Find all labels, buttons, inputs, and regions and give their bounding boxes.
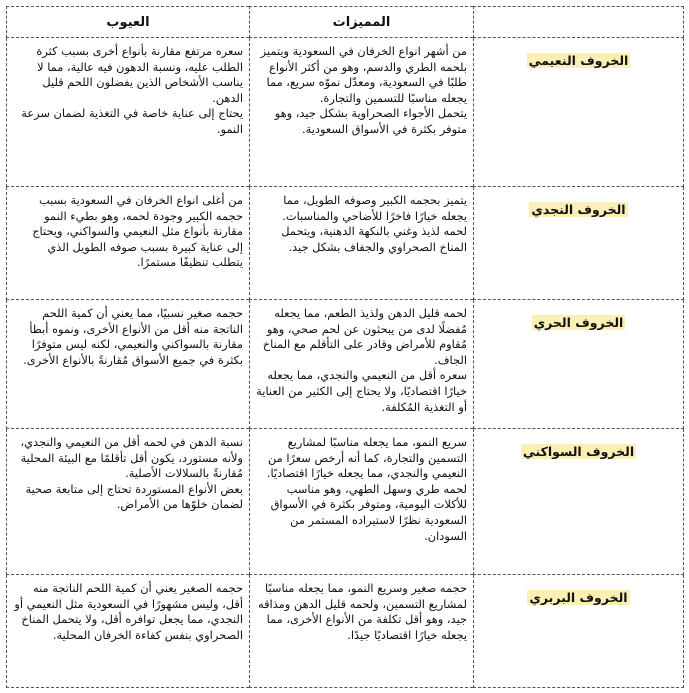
- pros-text: لحمه لذيذ وغني بالنكهة الدهنية، ويتحمل المناخ الصحراوي والجفاف بشكل جيد.: [281, 224, 467, 254]
- cons-cell: [7, 575, 250, 688]
- pros-text: سريع النمو، مما يجعله مناسبًا لمشاريع التسمين والتجارة، كما أنه أرخص سعرًا من النعيمي والنجدي، مما يجعله خيارًا اقتصاديًا.: [266, 435, 467, 481]
- breed-cell: [474, 38, 684, 187]
- cons-text: بعض الأنواع المستوردة تحتاج إلى متابعة صحية لضمان خلوّها من الأمراض.: [25, 481, 243, 512]
- breed-name: الخروف النجدي: [531, 202, 626, 217]
- cons-cell: [7, 300, 250, 429]
- breed-cell: [474, 575, 684, 688]
- cons-cell: [7, 429, 250, 575]
- cons-cell: [7, 187, 250, 300]
- cons-text: حجمه صغير نسبيًا، مما يعني أن كمية اللحم الناتجة منه أقل من الأنواع الأخرى، ونموه أبطأ مقارنة بالسواكني والنعيمي، لكنه ليس متوفرًا بكثرة في جميع الأسواق مُقارنةً بالأنواع الأخرى.: [23, 306, 243, 367]
- pros-cell: [250, 575, 474, 688]
- table-row: [7, 575, 684, 688]
- cons-text: حجمه الصغير يعني أن كمية اللحم الناتجة منه أقل، وليس مشهورًا في السعودية مثل النعيمي أو النجدي، مما يجعل توافره أقل، ولا يتحمل المناخ الصحراوي بنفس كفاءة الخرفان المحلية.: [14, 581, 243, 642]
- breed-name: الخروف البربري: [529, 590, 628, 605]
- header-pros: المميزات: [250, 7, 474, 38]
- cons-text: سعره مرتفع مقارنة بأنواع أخرى بسبب كثرة الطلب عليه، ونسبة الدهون فيه عالية، مما لا يناسب الأشخاص الذين يفضلون اللحم قليل الدهن.: [36, 44, 243, 105]
- table-row: [7, 38, 684, 187]
- table-row: [7, 429, 684, 575]
- cons-text: من أغلى انواع الخرفان في السعودية بسبب حجمه الكبير وجودة لحمه، وهو بطيء النمو مقارنة بأنواع مثل النعيمي والسواكني، ويحتاج إلى عناية كبيرة بسبب صوفه الطويل الذي يتطلب تنظيفًا مستمرًا.: [32, 193, 243, 270]
- cons-cell: [7, 38, 250, 187]
- table-header-row: [7, 7, 684, 38]
- pros-text: لحمه طري وسهل الطهي، وهو مناسب للأكلات اليومية، ومتوفر بكثرة في الأسواق السعودية نظرًا لاستيراده المستمر من السودان.: [270, 481, 467, 543]
- pros-text: من أشهر انواع الخرفان في السعودية ويتميز بلحمه الطري والدسم، وهو من أكثر الأنواع طلبًا في السعودية، ومعدّل نموّه سريع، مما يجعله مناسبًا للتسمين والتجارة.: [260, 44, 467, 105]
- pros-text: لحمه قليل الدهن ولذيذ الطعم، مما يجعله مُفضلًا لدى من يبحثون عن لحم صحي، وهو مُقاوم للأمراض وقادر على التأقلم مع المناخ الجاف.: [262, 306, 467, 367]
- breed-cell: [474, 429, 684, 575]
- breed-name: الخروف الحري: [533, 315, 624, 330]
- breed-cell: [474, 187, 684, 300]
- pros-text: يتحمل الأجواء الصحراوية بشكل جيد، وهو متوفر بكثرة في الأسواق السعودية.: [274, 106, 467, 136]
- pros-cell: [250, 300, 474, 429]
- breed-name: الخروف السواكني: [522, 444, 635, 459]
- sheep-comparison-table: [6, 6, 684, 688]
- cons-text: يحتاج إلى عناية خاصة في التغذية لضمان سرعة النمو.: [21, 106, 243, 136]
- cons-text: نسبة الدهن في لحمه أقل من النعيمي والنجدي، ولأنه مستورد، يكون أقل تأقلمًا مع البيئة المحلية مُقارنةً بالسلالات الأصلية.: [20, 435, 243, 481]
- pros-text: حجمه صغير وسريع النمو، مما يجعله مناسبًا لمشاريع التسمين، ولحمه قليل الدهن ومذاقه جيد، وهو أقل تكلفة من الأنواع الأخرى، مما يجعله خيارًا اقتصاديًا جيدًا.: [257, 581, 467, 642]
- header-cons: العيوب: [7, 7, 250, 38]
- header-breed: [474, 7, 684, 38]
- breed-name: الخروف النعيمي: [528, 53, 629, 68]
- table-row: [7, 187, 684, 300]
- breed-cell: [474, 300, 684, 429]
- pros-cell: [250, 187, 474, 300]
- pros-text: يتميز بحجمه الكبير وصوفه الطويل، مما يجعله خيارًا فاخرًا للأضاحي والمناسبات.: [282, 193, 467, 223]
- pros-text: سعره أقل من النعيمي والنجدي، مما يجعله خيارًا اقتصاديًا، ولا يحتاج إلى الكثير من العناية أو التغذية المُكلفة.: [256, 368, 467, 414]
- table-row: [7, 300, 684, 429]
- pros-cell: [250, 429, 474, 575]
- pros-cell: [250, 38, 474, 187]
